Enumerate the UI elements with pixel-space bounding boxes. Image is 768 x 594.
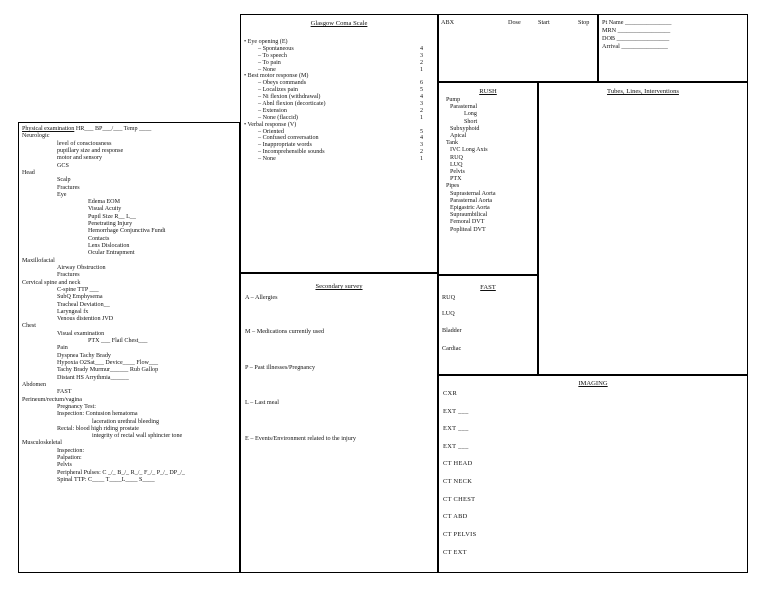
gcs-category: [244, 73, 423, 80]
physical-exam-line: Lens Dislocation: [88, 243, 130, 249]
physical-exam-line: Visual Acuity: [88, 206, 122, 213]
gcs-panel: [240, 14, 438, 273]
secondary-item-medications: M – Medications currently used: [245, 328, 325, 335]
gcs-score: [413, 73, 423, 80]
gcs-title: Glasgow Coma Scale: [310, 20, 368, 27]
physical-exam-line: Penetrating Injury: [88, 221, 133, 228]
physical-exam-line: Rectal: blood high riding prostate: [57, 425, 139, 432]
gcs-option: [244, 115, 423, 122]
imaging-item-ct-chest: CT CHEST: [443, 496, 476, 503]
physical-exam-line: Contacts: [88, 235, 110, 242]
rush-list: [446, 97, 535, 234]
physical-exam-line: Dyspnea Tachy Brady: [57, 352, 111, 359]
gcs-score: [413, 39, 423, 46]
patient-info-panel: [598, 14, 748, 82]
gcs-label: – Localizes pain: [258, 87, 298, 94]
rush-item: PTX: [450, 176, 462, 183]
secondary-item-last-meal: L – Last meal: [245, 399, 279, 406]
physical-exam-line: PTX ___ Flail Chest___: [88, 338, 148, 345]
gcs-label: – Extension: [258, 107, 287, 114]
gcs-option: [244, 108, 423, 115]
gcs-score: 5: [419, 128, 423, 135]
physical-exam-list: [22, 126, 237, 484]
physical-exam-line: pupillary size and response: [57, 147, 124, 154]
physical-exam-line: Laryngeal fx: [57, 308, 89, 315]
secondary-survey-panel: [240, 273, 438, 573]
gcs-option: [244, 46, 423, 53]
physical-exam-line: Musculoskeletal: [22, 440, 62, 447]
physical-exam-line: Tachy Brady Murmur______ Rub Gallop: [57, 367, 159, 374]
tubes-lines-title: Tubes, Lines, Interventions: [607, 88, 679, 95]
physical-exam-line: Scalp: [57, 177, 71, 184]
physical-exam-line: Perineum/rectum/vagina: [22, 396, 82, 403]
gcs-label: – To pain: [258, 59, 281, 66]
physical-exam-line: Maxillofacial: [22, 257, 55, 264]
gcs-option: [244, 101, 423, 108]
gcs-label: • Eye opening (E): [244, 39, 288, 45]
physical-exam-line: C-spine TTP ___: [57, 286, 99, 293]
rush-item: Apical: [450, 133, 467, 140]
mrn-field: MRN _________________: [602, 27, 671, 34]
physical-exam-line: Tracheal Deviation__: [57, 301, 110, 308]
rush-item: Femoral DVT: [450, 219, 485, 226]
gcs-label: • Verbal response (V): [244, 121, 297, 128]
fast-item-luq: LUQ: [442, 310, 455, 317]
patient-name-field: Pt Name _______________: [602, 19, 672, 26]
fast-item-ruq: RUQ: [442, 294, 456, 301]
physical-exam-title: Physical examination: [22, 126, 75, 132]
physical-exam-line: Peripheral Pulses: C _/_ B_/_ R_/_ F_/_ P_/_ DP_/_: [57, 469, 185, 476]
physical-exam-line: Hypoxia O2Sat___ Device____ Flow___: [57, 360, 159, 366]
gcs-option: [244, 149, 423, 156]
abx-header: ABX: [441, 19, 455, 26]
tubes-lines-panel: [538, 82, 748, 375]
fast-panel: [438, 275, 538, 375]
gcs-label: – Oriented: [258, 128, 284, 135]
rush-item: Subxyphoid: [450, 125, 480, 132]
secondary-item-allergies: A – Allergies: [245, 294, 278, 301]
rush-item: LUQ: [450, 161, 463, 168]
rush-item: Parasternal Aorta: [450, 197, 493, 204]
rush-item: Popliteal DVT: [450, 226, 486, 233]
rush-item: Pipes: [446, 183, 460, 190]
imaging-title: IMAGING: [578, 380, 608, 387]
vitals-fields: HR___ BP___/___ Temp ____: [74, 126, 152, 132]
physical-exam-line: Fractures: [57, 272, 80, 279]
physical-exam-line: Spinal TTP: C____ T____L____ S____: [57, 477, 155, 483]
rush-item: Short: [464, 118, 478, 125]
physical-exam-line: Fractures: [57, 184, 80, 191]
gcs-option: [244, 135, 423, 142]
physical-exam-header: [22, 126, 237, 133]
arrival-field: Arrival _______________: [602, 43, 668, 50]
gcs-label: – Spontaneous: [258, 45, 294, 52]
secondary-item-events: E – Events/Environment related to the injury: [245, 435, 357, 442]
imaging-item-ct-pelvis: CT PELVIS: [443, 531, 477, 538]
imaging-panel: [438, 375, 748, 573]
rush-item: Pump: [446, 97, 461, 103]
gcs-label: – None: [258, 156, 276, 163]
gcs-score: 6: [419, 80, 423, 87]
imaging-item-ct-ext: CT EXT: [443, 549, 467, 556]
physical-exam-line: Inspection: Contusion hematoma: [57, 411, 138, 418]
gcs-label: – Inappropriate words: [258, 142, 312, 149]
gcs-score: 3: [419, 52, 423, 59]
physical-exam-line: Inspection:: [57, 447, 85, 454]
start-header: Start: [538, 19, 550, 26]
gcs-label: – Confused conversation: [258, 135, 319, 142]
dob-field: DOB _________________: [602, 35, 670, 42]
gcs-score: 4: [419, 45, 423, 52]
gcs-label: • Best motor response (M): [244, 73, 309, 80]
physical-exam-line: Pregnancy Test:: [57, 403, 96, 410]
imaging-item-ext-3: EXT ___: [443, 443, 469, 450]
rush-panel: [438, 82, 538, 275]
fast-item-bladder: Bladder: [442, 327, 462, 334]
rush-item: RUQ: [450, 154, 463, 161]
secondary-item-past-illness: P – Past illnesses/Pregnancy: [245, 364, 316, 371]
imaging-item-ext-1: EXT ___: [443, 408, 469, 415]
gcs-label: – To speech: [258, 52, 287, 59]
rush-title: RUSH: [479, 88, 497, 95]
imaging-item-ext-2: EXT ___: [443, 425, 469, 432]
physical-exam-line: motor and sensory: [57, 155, 103, 162]
physical-exam-line: Visual examination: [57, 330, 105, 337]
imaging-item-ct-abd: CT ABD: [443, 513, 468, 520]
rush-item: Tank: [446, 140, 459, 147]
rush-item: Epigastric Aorta: [450, 205, 490, 212]
dose-header: Dose: [508, 19, 521, 26]
physical-exam-line: laceration urethral bleeding: [92, 418, 159, 425]
stop-header: Stop: [578, 19, 590, 26]
rush-item: IVC Long Axis: [450, 147, 488, 154]
gcs-score: 3: [419, 101, 423, 108]
gcs-score: 2: [419, 59, 423, 66]
physical-exam-line: Head: [22, 169, 35, 176]
gcs-score: 1: [419, 156, 423, 163]
rush-item: Suprasternal Aorta: [450, 190, 496, 197]
physical-exam-line: Hemorrhage Conjunctiva Fundi: [88, 228, 166, 235]
gcs-list: [244, 39, 423, 163]
physical-exam-line: Pain: [57, 345, 68, 352]
gcs-option: [244, 53, 423, 60]
physical-exam-line: level of consciousness: [57, 140, 112, 147]
rush-item: Long: [464, 111, 477, 118]
physical-exam-line: Palpation:: [57, 455, 82, 462]
gcs-score: 4: [419, 135, 423, 142]
gcs-label: – None: [258, 66, 276, 73]
gcs-label: – Obeys commands: [258, 80, 307, 87]
physical-exam-line: Ocular Entrapment: [88, 250, 135, 257]
secondary-survey-title: Secondary survey: [315, 283, 363, 290]
gcs-score: 2: [419, 149, 423, 156]
physical-exam-line: integrity of rectal wall sphincter tone: [92, 433, 183, 440]
gcs-option: [244, 60, 423, 67]
gcs-label: – Ni flexion (withdrawal): [258, 94, 321, 101]
gcs-score: [413, 122, 423, 129]
physical-exam-line: Chest: [22, 323, 36, 330]
gcs-label: – None (flaccid): [258, 114, 298, 121]
fast-item-cardiac: Cardiac: [442, 345, 462, 352]
physical-exam-line: Airway Obstruction: [57, 264, 106, 271]
physical-exam-line: Eye: [57, 191, 67, 198]
gcs-category: [244, 122, 423, 129]
gcs-option: [244, 142, 423, 149]
gcs-option: [244, 156, 423, 163]
rush-item: Parasternal: [450, 104, 478, 111]
physical-exam-panel: [18, 122, 240, 573]
physical-exam-line: Pelvis: [57, 462, 72, 469]
physical-exam-line: Neurologic: [22, 133, 50, 140]
gcs-score: 5: [419, 87, 423, 94]
physical-exam-line: Venous distention JVD: [57, 316, 114, 323]
physical-exam-line: Cervical spine and neck: [22, 279, 81, 286]
gcs-score: 1: [419, 66, 423, 73]
rush-item: Supraumbilical: [450, 212, 488, 219]
physical-exam-line: Pupil Size R__ L__: [88, 213, 136, 220]
gcs-score: 1: [419, 114, 423, 121]
rush-item: Pelvis: [450, 169, 465, 176]
fast-title: FAST: [480, 284, 496, 291]
physical-exam-line: Edema EOM: [88, 199, 120, 206]
gcs-option: [244, 80, 423, 87]
physical-exam-line: SubQ Emphysema: [57, 294, 103, 301]
gcs-label: – Incomprehensible sounds: [258, 149, 325, 156]
gcs-label: – Abnl flexion (decorticate): [258, 101, 326, 108]
physical-exam-line: GCS: [57, 162, 69, 169]
imaging-item-ct-head: CT HEAD: [443, 460, 473, 467]
physical-exam-line: FAST: [57, 389, 72, 396]
gcs-option: [244, 94, 423, 101]
gcs-score: 2: [419, 107, 423, 114]
imaging-item-cxr: CXR: [443, 390, 458, 397]
physical-exam-line: Distant HS Arrythmia______: [57, 374, 129, 381]
imaging-item-ct-neck: CT NECK: [443, 478, 473, 485]
gcs-category: [244, 39, 423, 46]
gcs-score: 3: [419, 142, 423, 149]
gcs-score: 4: [419, 94, 423, 101]
abx-panel: [438, 14, 598, 82]
physical-exam-line: Abdomen: [22, 381, 47, 388]
